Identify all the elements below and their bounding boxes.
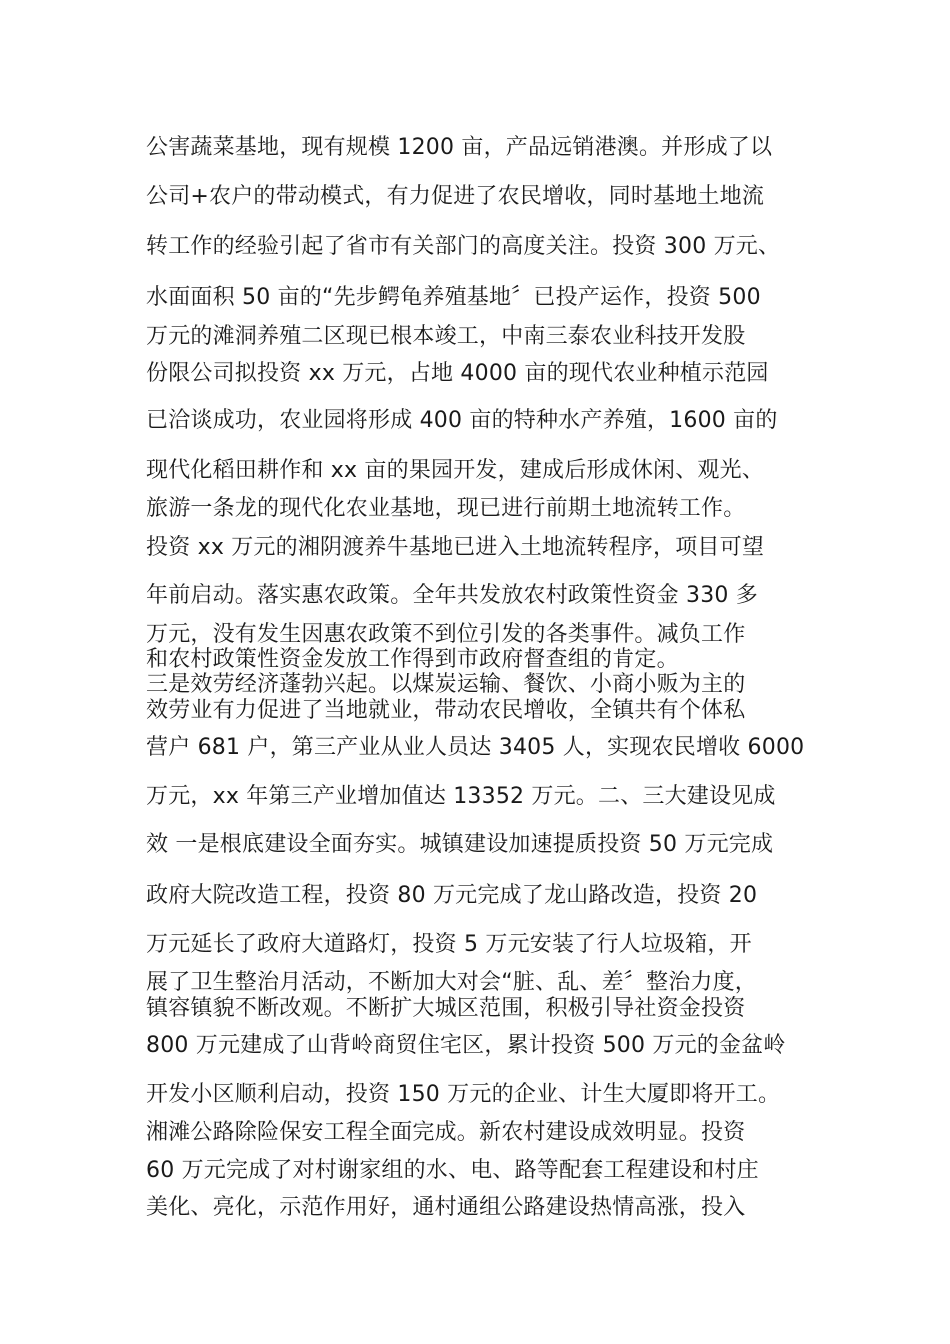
body-text-line: 和农村政策性资金发放工作得到市政府督查组的肯定。 — [146, 647, 679, 672]
body-text-line: 已洽谈成功，农业园将形成 400 亩的特种水产养殖，1600 亩的 — [146, 408, 778, 433]
body-text-line: 开发小区顺利启动，投资 150 万元的企业、计生大厦即将开工。 — [146, 1082, 781, 1107]
body-text-line: 水面面积 50 亩的“先步鳄龟养殖基地〞已投产运作，投资 500 — [146, 285, 761, 310]
body-text-line: 公害蔬菜基地，现有规模 1200 亩，产品远销港澳。并形成了以 — [146, 135, 773, 160]
body-text-line: 三是效劳经济蓬勃兴起。以煤炭运输、餐饮、小商小贩为主的 — [146, 672, 746, 697]
body-text-line: 万元的滩洞养殖二区现已根本竣工，中南三泰农业科技开发股 — [146, 324, 746, 349]
body-text-line: 投资 xx 万元的湘阴渡养牛基地已进入土地流转程序，项目可望 — [146, 535, 765, 560]
body-text-line: 湘滩公路除险保安工程全面完成。新农村建设成效明显。投资 — [146, 1120, 746, 1145]
body-text-line: 镇容镇貌不断改观。不断扩大城区范围，积极引导社资金投资 — [146, 996, 746, 1021]
body-text-line: 效劳业有力促进了当地就业，带动农民增收，全镇共有个体私 — [146, 698, 746, 723]
body-text-line: 份限公司拟投资 xx 万元，占地 4000 亩的现代农业种植示范园 — [146, 361, 769, 386]
body-text-line: 转工作的经验引起了省市有关部门的高度关注。投资 300 万元、 — [146, 234, 781, 259]
body-text-line: 公司+农户的带动模式，有力促进了农民增收，同时基地土地流 — [146, 184, 765, 209]
body-text-line: 效 一是根底建设全面夯实。城镇建设加速提质投资 50 万元完成 — [146, 832, 774, 857]
body-text-line: 营户 681 户，第三产业从业人员达 3405 人，实现农民增收 6000 — [146, 735, 805, 760]
body-text-line: 万元，没有发生因惠农政策不到位引发的各类事件。减负工作 — [146, 622, 746, 647]
body-text-line: 现代化稻田耕作和 xx 亩的果园开发，建成后形成休闲、观光、 — [146, 458, 765, 483]
body-text-line: 年前启动。落实惠农政策。全年共发放农村政策性资金 330 多 — [146, 583, 758, 608]
body-text-line: 万元延长了政府大道路灯，投资 5 万元安装了行人垃圾箱，开 — [146, 932, 752, 957]
body-text-line: 政府大院改造工程，投资 80 万元完成了龙山路改造，投资 20 — [146, 883, 758, 908]
body-text-line: 展了卫生整治月活动，不断加大对会“脏、乱、差〞整治力度， — [146, 970, 757, 995]
body-text-line: 旅游一条龙的现代化农业基地，现已进行前期土地流转工作。 — [146, 496, 746, 521]
body-text-line: 800 万元建成了山背岭商贸住宅区，累计投资 500 万元的金盆岭 — [146, 1033, 786, 1058]
body-text-line: 万元，xx 年第三产业增加值达 13352 万元。二、三大建设见成 — [146, 784, 776, 809]
body-text-line: 60 万元完成了对村谢家组的水、电、路等配套工程建设和村庄 — [146, 1158, 759, 1183]
body-text-line: 美化、亮化，示范作用好，通村通组公路建设热情高涨，投入 — [146, 1195, 746, 1220]
